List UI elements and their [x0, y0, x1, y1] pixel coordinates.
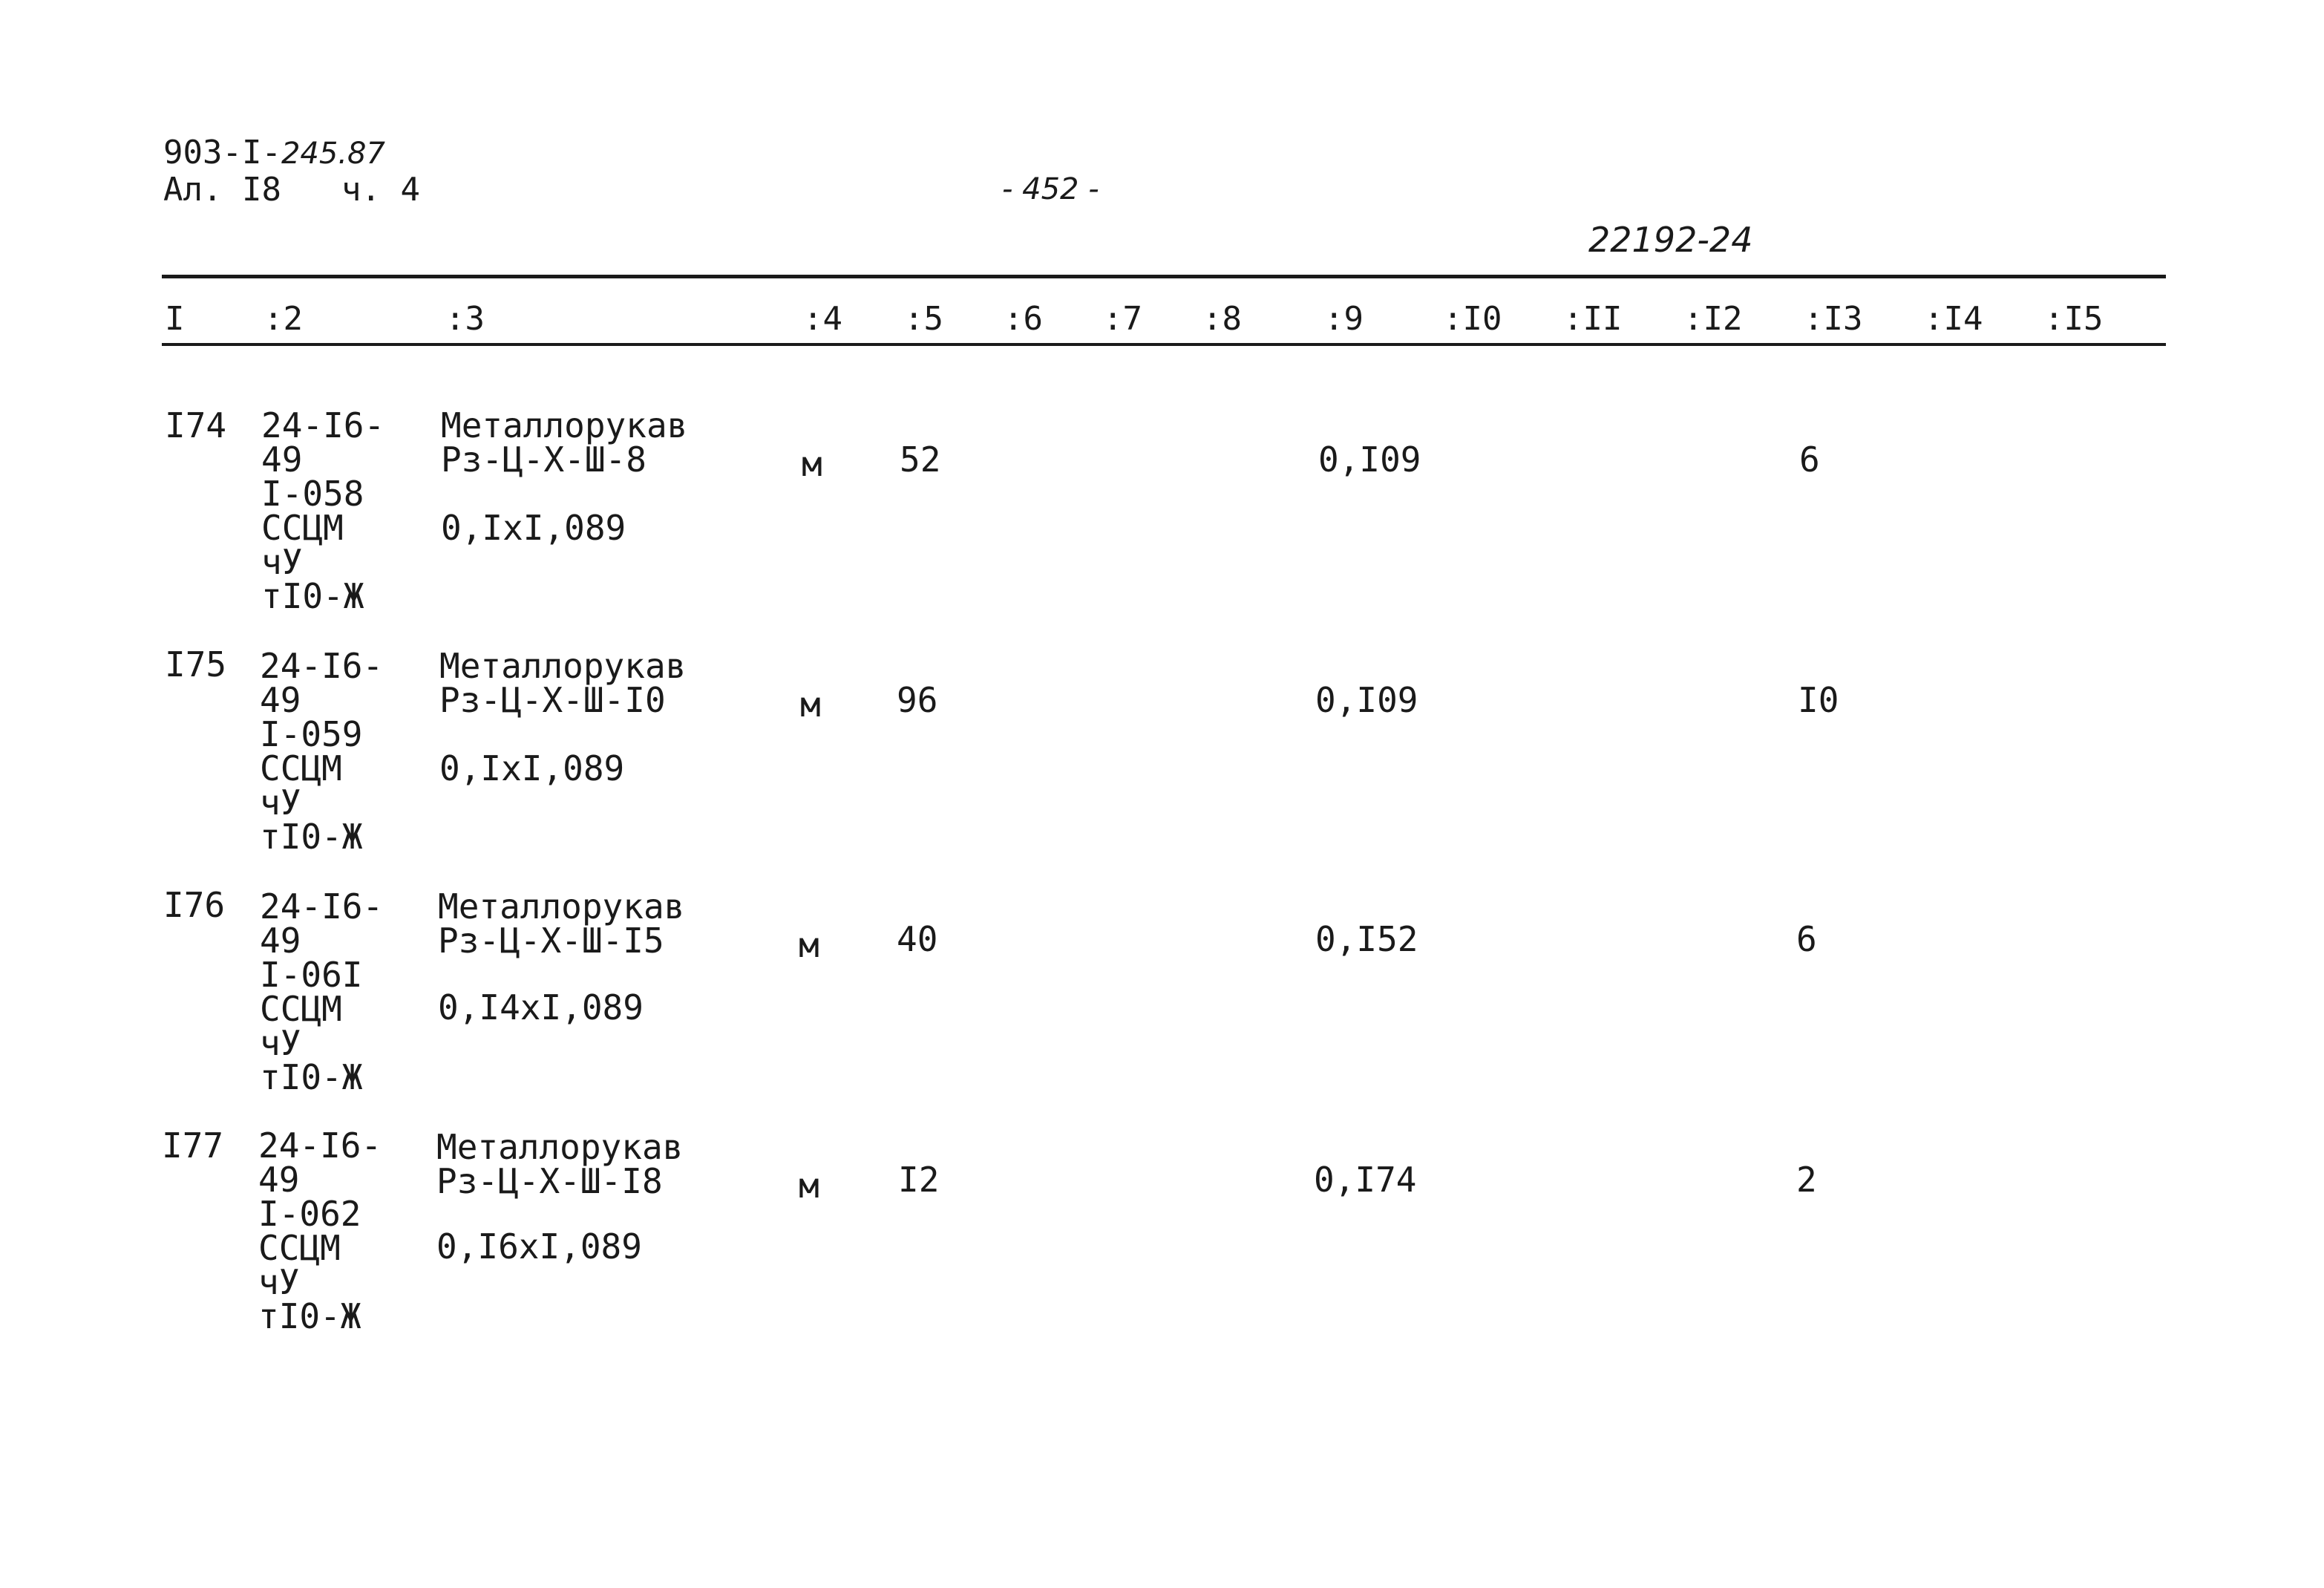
col-header-8: :8	[1202, 300, 1242, 338]
col-header-6: :6	[1004, 300, 1043, 338]
weight: 0,I52	[1315, 919, 1418, 959]
top-rule	[162, 275, 2166, 278]
item-name: Металлорукав Рз-Ц-Х-Ш-I8	[436, 1127, 684, 1201]
page-number: - 452 -	[1002, 172, 1099, 206]
catalog-code: 24-I6- 49 I-06I ССЦМ чУ тI0-Ж	[260, 886, 384, 1097]
row-number: I77	[162, 1125, 224, 1166]
unit: м	[799, 925, 819, 965]
row-number: I74	[165, 405, 227, 445]
col-header-1: I	[165, 300, 185, 338]
weight: 0,I09	[1318, 440, 1421, 480]
item-name: Металлорукав Рз-Ц-Х-Ш-I0	[439, 646, 687, 720]
order-number: 22192-24	[1588, 220, 1753, 260]
item-size: 0,I6xI,089	[436, 1226, 642, 1267]
document-code-typed: 903-I-	[163, 134, 281, 171]
catalog-code: 24-I6- 49 I-058 ССЦМ чУ тI0-Ж	[261, 405, 385, 616]
catalog-code: 24-I6- 49 I-059 ССЦМ чУ тI0-Ж	[260, 646, 384, 857]
col-header-3: :3	[445, 300, 485, 338]
unit: м	[799, 1166, 819, 1206]
header-bottom-rule	[162, 343, 2166, 346]
col-header-11: :II	[1563, 300, 1623, 338]
col-header-13: :I3	[1804, 300, 1863, 338]
column-13-value: 6	[1799, 440, 1820, 480]
unit: м	[802, 444, 822, 484]
row-number: I76	[163, 885, 226, 925]
col-header-5: :5	[904, 300, 943, 338]
col-header-4: :4	[803, 300, 842, 338]
col-header-12: :I2	[1683, 300, 1743, 338]
item-name: Металлорукав Рз-Ц-Х-Ш-I5	[438, 886, 685, 961]
part-label: ч. 4	[341, 171, 420, 209]
weight: 0,I74	[1314, 1160, 1417, 1200]
col-header-9: :9	[1324, 300, 1364, 338]
weight: 0,I09	[1315, 680, 1418, 720]
sheet-label: Ал. I8	[163, 171, 281, 209]
col-header-7: :7	[1103, 300, 1142, 338]
column-13-value: 2	[1796, 1160, 1817, 1200]
col-header-2: :2	[264, 300, 303, 338]
item-size: 0,I4xI,089	[438, 987, 644, 1027]
column-13-value: I0	[1798, 680, 1839, 720]
row-number: I75	[165, 644, 227, 684]
item-size: 0,IxI,089	[441, 508, 626, 548]
quantity: I2	[898, 1160, 940, 1200]
catalog-code: 24-I6- 49 I-062 ССЦМ чУ тI0-Ж	[258, 1125, 382, 1336]
quantity: 52	[900, 440, 941, 480]
column-13-value: 6	[1796, 919, 1817, 959]
col-header-10: :I0	[1443, 300, 1502, 338]
document-code	[163, 135, 385, 171]
col-header-15: :I5	[2044, 300, 2104, 338]
quantity: 96	[897, 680, 938, 720]
document-code-handwritten: 245.87	[281, 137, 385, 171]
quantity: 40	[897, 919, 938, 959]
col-header-14: :I4	[1924, 300, 1983, 338]
item-name: Металлорукав Рз-Ц-Х-Ш-8	[441, 405, 688, 480]
item-size: 0,IxI,089	[439, 748, 625, 788]
unit: м	[800, 684, 821, 725]
